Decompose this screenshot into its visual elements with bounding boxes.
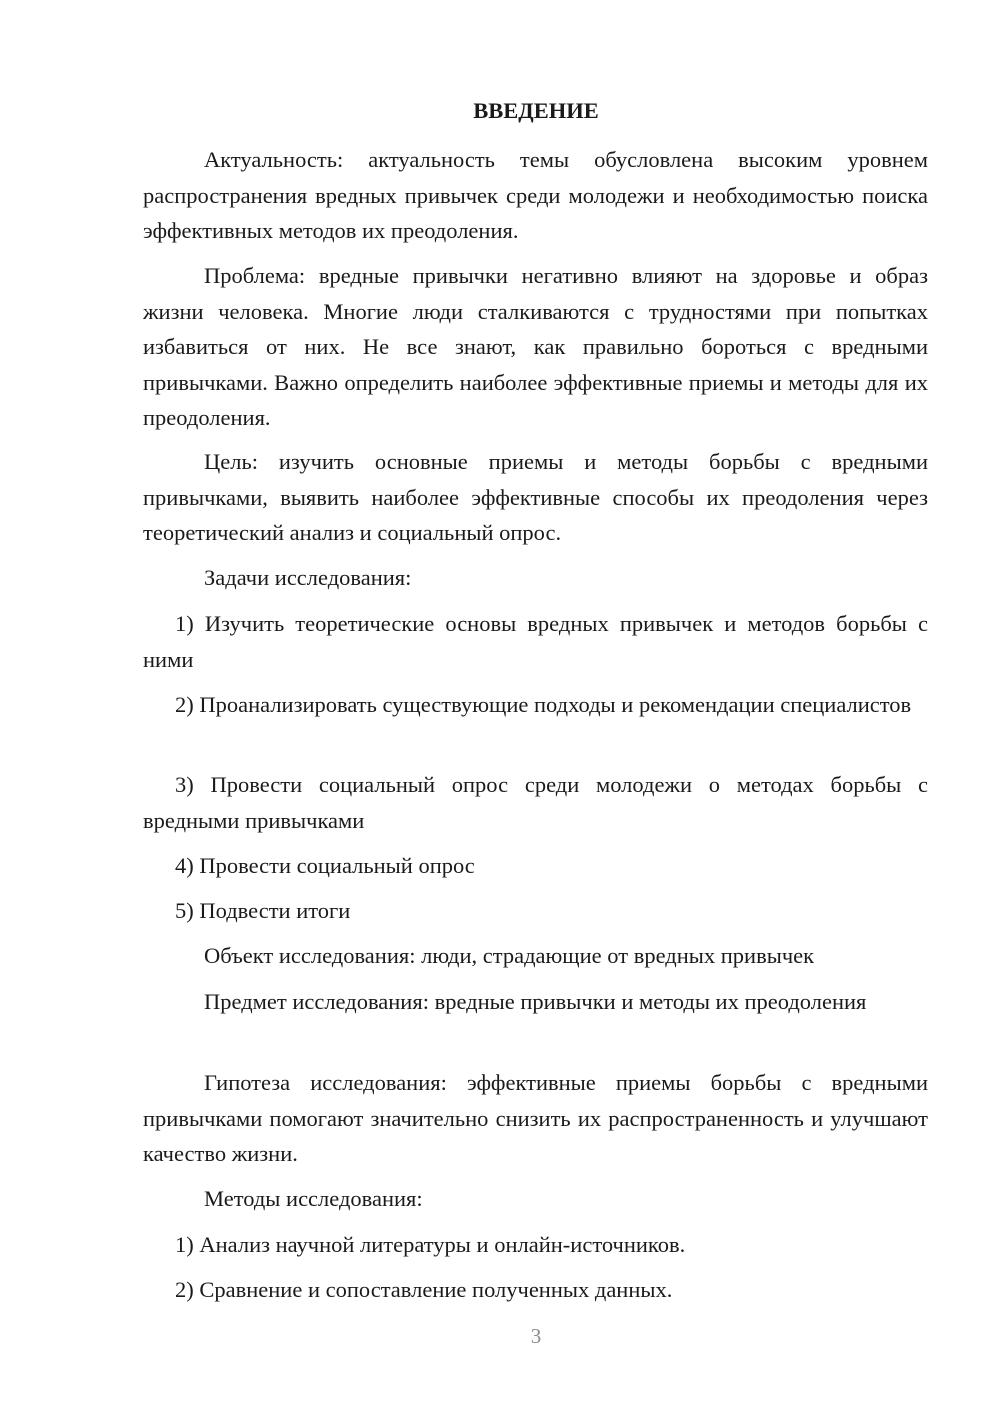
- problem-paragraph: Проблема: вредные привычки негативно влияют на здоровье и образ жизни человека. Многие люди сталкиваются с трудностями при попытках избавиться от них. Не все знают, как правильно бороться с вредными привычками. Важно определить наиболее эффективные приемы и методы для их преодоления.: [143, 263, 928, 430]
- object-paragraph: Объект исследования: люди, страдающие от вредных привычек: [204, 943, 815, 968]
- task-item-4: 4) Провести социальный опрос: [175, 853, 475, 878]
- methods-heading: Методы исследования:: [204, 1186, 423, 1211]
- method-item-2: 2) Сравнение и сопоставление полученных данных.: [175, 1277, 673, 1302]
- method-item-1: 1) Анализ научной литературы и онлайн-источников.: [175, 1232, 686, 1257]
- tasks-heading: Задачи исследования:: [204, 565, 412, 590]
- page-number: 3: [530, 1324, 542, 1348]
- hypothesis-paragraph: Гипотеза исследования: эффективные приемы борьбы с вредными привычками помогают значительно снизить их распространенность и улучшают качество жизни.: [143, 1070, 928, 1166]
- page-title: ВВЕДЕНИЕ: [473, 98, 599, 123]
- task-item-3: 3) Провести социальный опрос среди молодежи о методах борьбы с вредными привычками: [143, 772, 928, 833]
- task-item-2: 2) Проанализировать существующие подходы и рекомендации специалистов: [175, 692, 912, 717]
- task-item-1: 1) Изучить теоретические основы вредных привычек и методов борьбы с ними: [143, 611, 928, 672]
- goal-paragraph: Цель: изучить основные приемы и методы борьбы с вредными привычками, выявить наиболее эффективные способы их преодоления через теоретический анализ и социальный опрос.: [143, 449, 928, 545]
- task-item-5: 5) Подвести итоги: [175, 898, 351, 923]
- subject-paragraph: Предмет исследования: вредные привычки и методы их преодоления: [204, 989, 867, 1014]
- relevance-paragraph: Актуальность: актуальность темы обусловлена высоким уровнем распространения вредных привычек среди молодежи и необходимостью поиска эффективных методов их преодоления.: [143, 147, 928, 243]
